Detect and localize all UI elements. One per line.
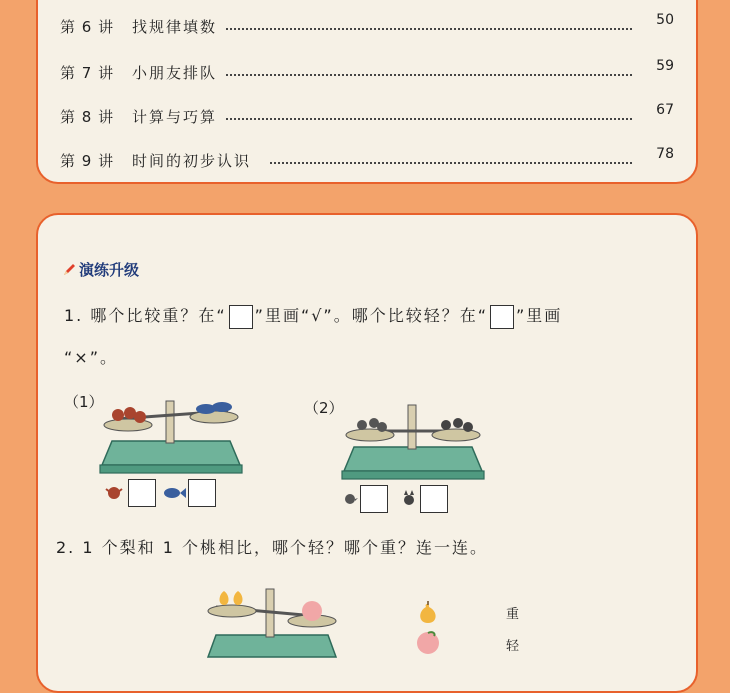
- toc-title: 找规律填数: [132, 18, 218, 36]
- toc-lecture-number: 第 7 讲: [60, 64, 115, 82]
- toc-page-number: 59: [656, 58, 674, 74]
- section-heading: [62, 259, 139, 280]
- question-2-text: 2. 1 个梨和 1 个桃相比，哪个轻？哪个重？连一连。: [56, 538, 488, 557]
- toc-row[interactable]: [60, 146, 674, 174]
- heavy-label: 重: [506, 607, 520, 622]
- toc-leader-dots: [270, 162, 632, 164]
- toc-lecture-number: 第 8 讲: [60, 108, 115, 126]
- peach-icon: [414, 629, 442, 655]
- question-1-text: ”里画: [516, 306, 563, 325]
- toc-leader-dots: [226, 28, 632, 30]
- balance-scale-chick-cat: [338, 391, 488, 481]
- toc-page-number: 67: [656, 102, 674, 118]
- checkbox-symbol: [490, 305, 514, 329]
- toc-page-number: 78: [656, 146, 674, 162]
- question-1-line1: [64, 303, 562, 329]
- peach-icon: [302, 601, 322, 621]
- toc-lecture-number: 第 9 讲: [60, 152, 115, 170]
- toc-title: 小朋友排队: [132, 64, 218, 82]
- sub-question-2-label: （2）: [304, 399, 344, 417]
- toc-title: 时间的初步认识: [132, 152, 252, 170]
- toc-leader-dots: [226, 74, 632, 76]
- checkbox-symbol: [229, 305, 253, 329]
- toc-title: 计算与巧算: [132, 108, 218, 126]
- question-1-text: 1. 哪个比较重？在“: [64, 306, 227, 325]
- crab-icon: [104, 483, 124, 501]
- question-1-text: ”里画“√”。哪个比较轻？在“: [254, 306, 489, 325]
- balance-scale-pear-peach: [202, 577, 342, 667]
- fish-icon: [162, 485, 186, 501]
- toc-lecture-number: 第 6 讲: [60, 18, 115, 36]
- exercise-card: [36, 213, 698, 693]
- answer-box-chick[interactable]: [360, 485, 388, 513]
- section-title: 演练升级: [79, 261, 140, 279]
- toc-leader-dots: [226, 118, 632, 120]
- answer-box-crab[interactable]: [128, 479, 156, 507]
- balance-scale-crab-fish: [96, 385, 246, 477]
- answer-box-fish[interactable]: [188, 479, 216, 507]
- sub-question-1-label: （1）: [64, 393, 104, 411]
- pear-icon: [416, 599, 440, 625]
- question-1-line2: “×”。: [64, 348, 118, 367]
- pear-icon: [220, 591, 243, 605]
- table-of-contents-card: [36, 0, 698, 184]
- toc-row[interactable]: [60, 58, 674, 86]
- cat-icon: [402, 489, 416, 507]
- chick-icon: [342, 491, 358, 507]
- pencil-icon: [62, 263, 76, 277]
- toc-row[interactable]: [60, 12, 674, 40]
- light-label: 轻: [506, 639, 520, 654]
- answer-box-cat[interactable]: [420, 485, 448, 513]
- toc-page-number: 50: [656, 12, 674, 28]
- toc-row[interactable]: [60, 102, 674, 130]
